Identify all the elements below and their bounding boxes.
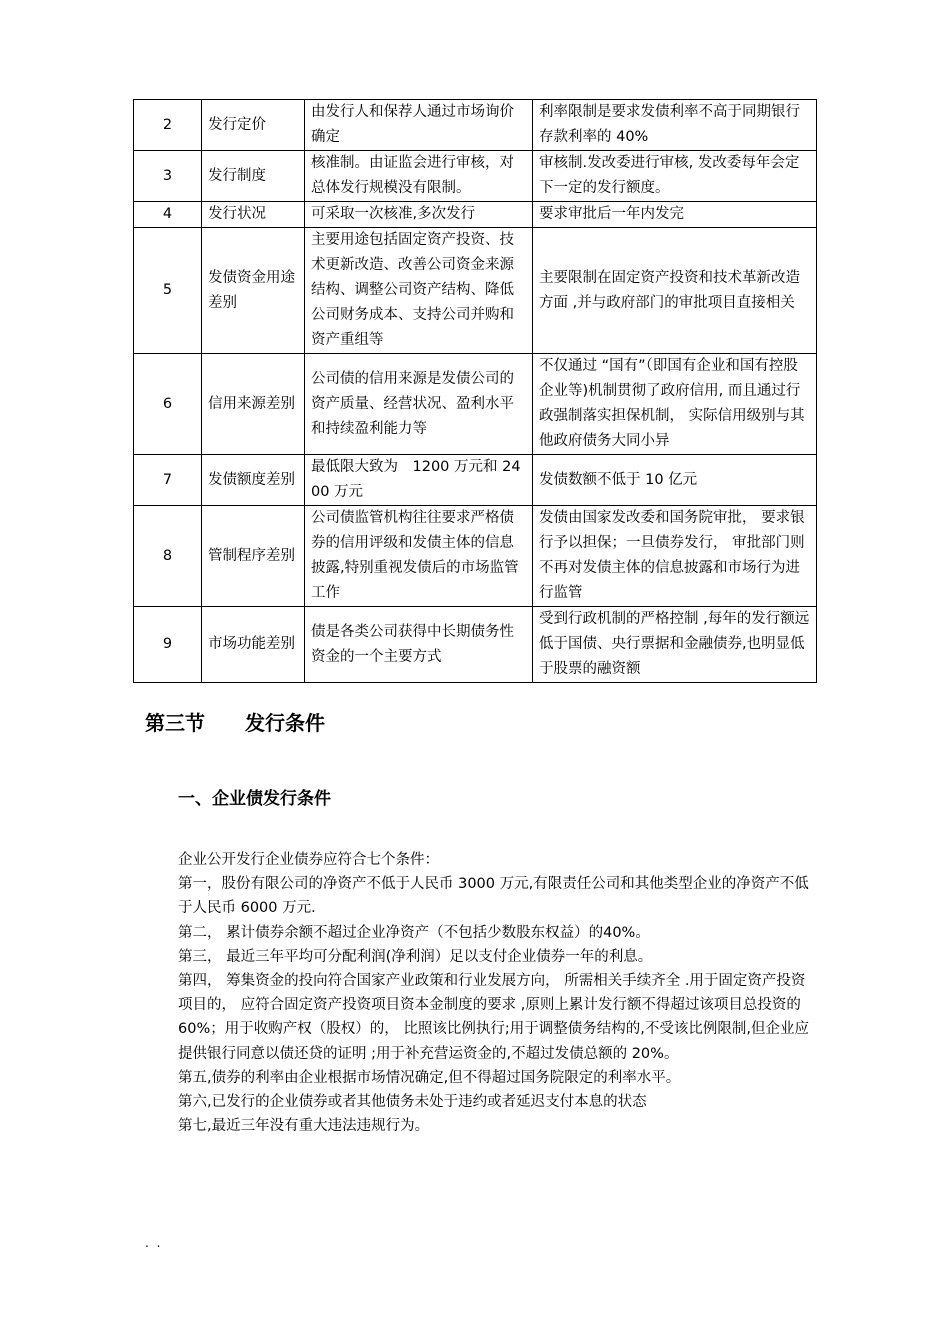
corporate-bond-cell: 最低限大致为 1200 万元和 2400 万元 <box>305 455 533 506</box>
enterprise-bond-cell: 主要限制在固定资产投资和技术革新改造方面 ,并与政府部门的审批项目直接相关 <box>533 228 817 354</box>
item-cell: 发行定价 <box>202 100 305 151</box>
condition-2: 第二， 累计债券余额不超过企业净资产（不包括少数股东权益）的40%。 <box>178 924 650 941</box>
item-cell: 发债额度差别 <box>202 455 305 506</box>
row-number: 4 <box>134 202 202 228</box>
corporate-bond-cell: 由发行人和保荐人通过市场询价确定 <box>305 100 533 151</box>
condition-3: 第三， 最近三年平均可分配利润(净利润）足以支付企业债券一年的利息。 <box>178 948 653 965</box>
table-row <box>134 228 817 354</box>
condition-6: 第六,已发行的企业债券或者其他债务未处于违约或者延迟支付本息的状态 <box>178 1094 647 1111</box>
enterprise-bond-cell: 审核制.发改委进行审核, 发改委每年会定下一定的发行额度。 <box>533 151 817 202</box>
table-row <box>134 151 817 202</box>
condition-7: 第七,最近三年没有重大违法违规行为。 <box>178 1118 430 1135</box>
row-number: 6 <box>134 354 202 455</box>
conditions-body <box>178 848 814 1138</box>
item-cell: 信用来源差别 <box>202 354 305 455</box>
row-number: 3 <box>134 151 202 202</box>
item-cell: 发行状况 <box>202 202 305 228</box>
conditions-intro: 企业公开发行企业债券应符合七个条件： <box>178 852 439 868</box>
footer-mark: . . <box>145 1236 163 1250</box>
corporate-bond-cell: 核准制。由证监会进行审核，对总体发行规模没有限制。 <box>305 151 533 202</box>
comparison-table <box>133 99 817 683</box>
subsection-title: 一、企业债发行条件 <box>178 789 331 809</box>
condition-5: 第五,债券的利率由企业根据市场情况确定,但不得超过国务院限定的利率水平。 <box>178 1069 681 1086</box>
table-row <box>134 202 817 228</box>
enterprise-bond-cell: 要求审批后一年内发完 <box>533 202 817 228</box>
table-row <box>134 607 817 683</box>
item-cell: 发债资金用途差别 <box>202 228 305 354</box>
table-row <box>134 506 817 607</box>
row-number: 2 <box>134 100 202 151</box>
item-cell: 管制程序差别 <box>202 506 305 607</box>
corporate-bond-cell: 公司债的信用来源是发债公司的资产质量、经营状况、盈利水平和持续盈利能力等 <box>305 354 533 455</box>
row-number: 5 <box>134 228 202 354</box>
enterprise-bond-cell: 发债由国家发改委和国务院审批， 要求银行予以担保；一旦债券发行， 审批部门则不再对发债主体的信息披露和市场行为进行监管 <box>533 506 817 607</box>
enterprise-bond-cell: 不仅通过 “国有”（即国有企业和国有控股企业等)机制贯彻了政府信用, 而且通过行政强制落实担保机制， 实际信用级别与其他政府债务大同小异 <box>533 354 817 455</box>
condition-1: 第一，股份有限公司的净资产不低于人民币 3000 万元,有限责任公司和其他类型企业的净资产不低于人民币 6000 万元. <box>178 876 809 917</box>
row-number: 7 <box>134 455 202 506</box>
row-number: 9 <box>134 607 202 683</box>
enterprise-bond-cell: 利率限制是要求发债利率不高于同期银行存款利率的 40% <box>533 100 817 151</box>
item-cell: 发行制度 <box>202 151 305 202</box>
corporate-bond-cell: 主要用途包括固定资产投资、技术更新改造、改善公司资金来源结构、调整公司资产结构、降低公司财务成本、支持公司并购和资产重组等 <box>305 228 533 354</box>
enterprise-bond-cell: 发债数额不低于 10 亿元 <box>533 455 817 506</box>
corporate-bond-cell: 可采取一次核准,多次发行 <box>305 202 533 228</box>
condition-4: 第四， 筹集资金的投向符合国家产业政策和行业发展方向， 所需相关手续齐全 .用于固定资产投资项目的， 应符合固定资产投资项目资本金制度的要求 ,原则上累计发行额不得超过该项目总投资的 60%；用于收购产权（股权）的， 比照该比例执行;用于调整债务结构的,不受该比例限制,但企业应提供银行同意以债还贷的证明 ;用于补充营运资金的,不超过发债总额的 20%。 <box>178 973 809 1062</box>
enterprise-bond-cell: 受到行政机制的严格控制 ,每年的发行额远低于国债、央行票据和金融债券,也明显低于股票的融资额 <box>533 607 817 683</box>
item-cell: 市场功能差别 <box>202 607 305 683</box>
row-number: 8 <box>134 506 202 607</box>
section-title: 第三节 发行条件 <box>145 711 325 735</box>
corporate-bond-cell: 公司债监管机构往往要求严格债券的信用评级和发债主体的信息披露,特别重视发债后的市场监管工作 <box>305 506 533 607</box>
corporate-bond-cell: 债是各类公司获得中长期债务性资金的一个主要方式 <box>305 607 533 683</box>
table-row <box>134 354 817 455</box>
table-row <box>134 455 817 506</box>
table-row <box>134 100 817 151</box>
